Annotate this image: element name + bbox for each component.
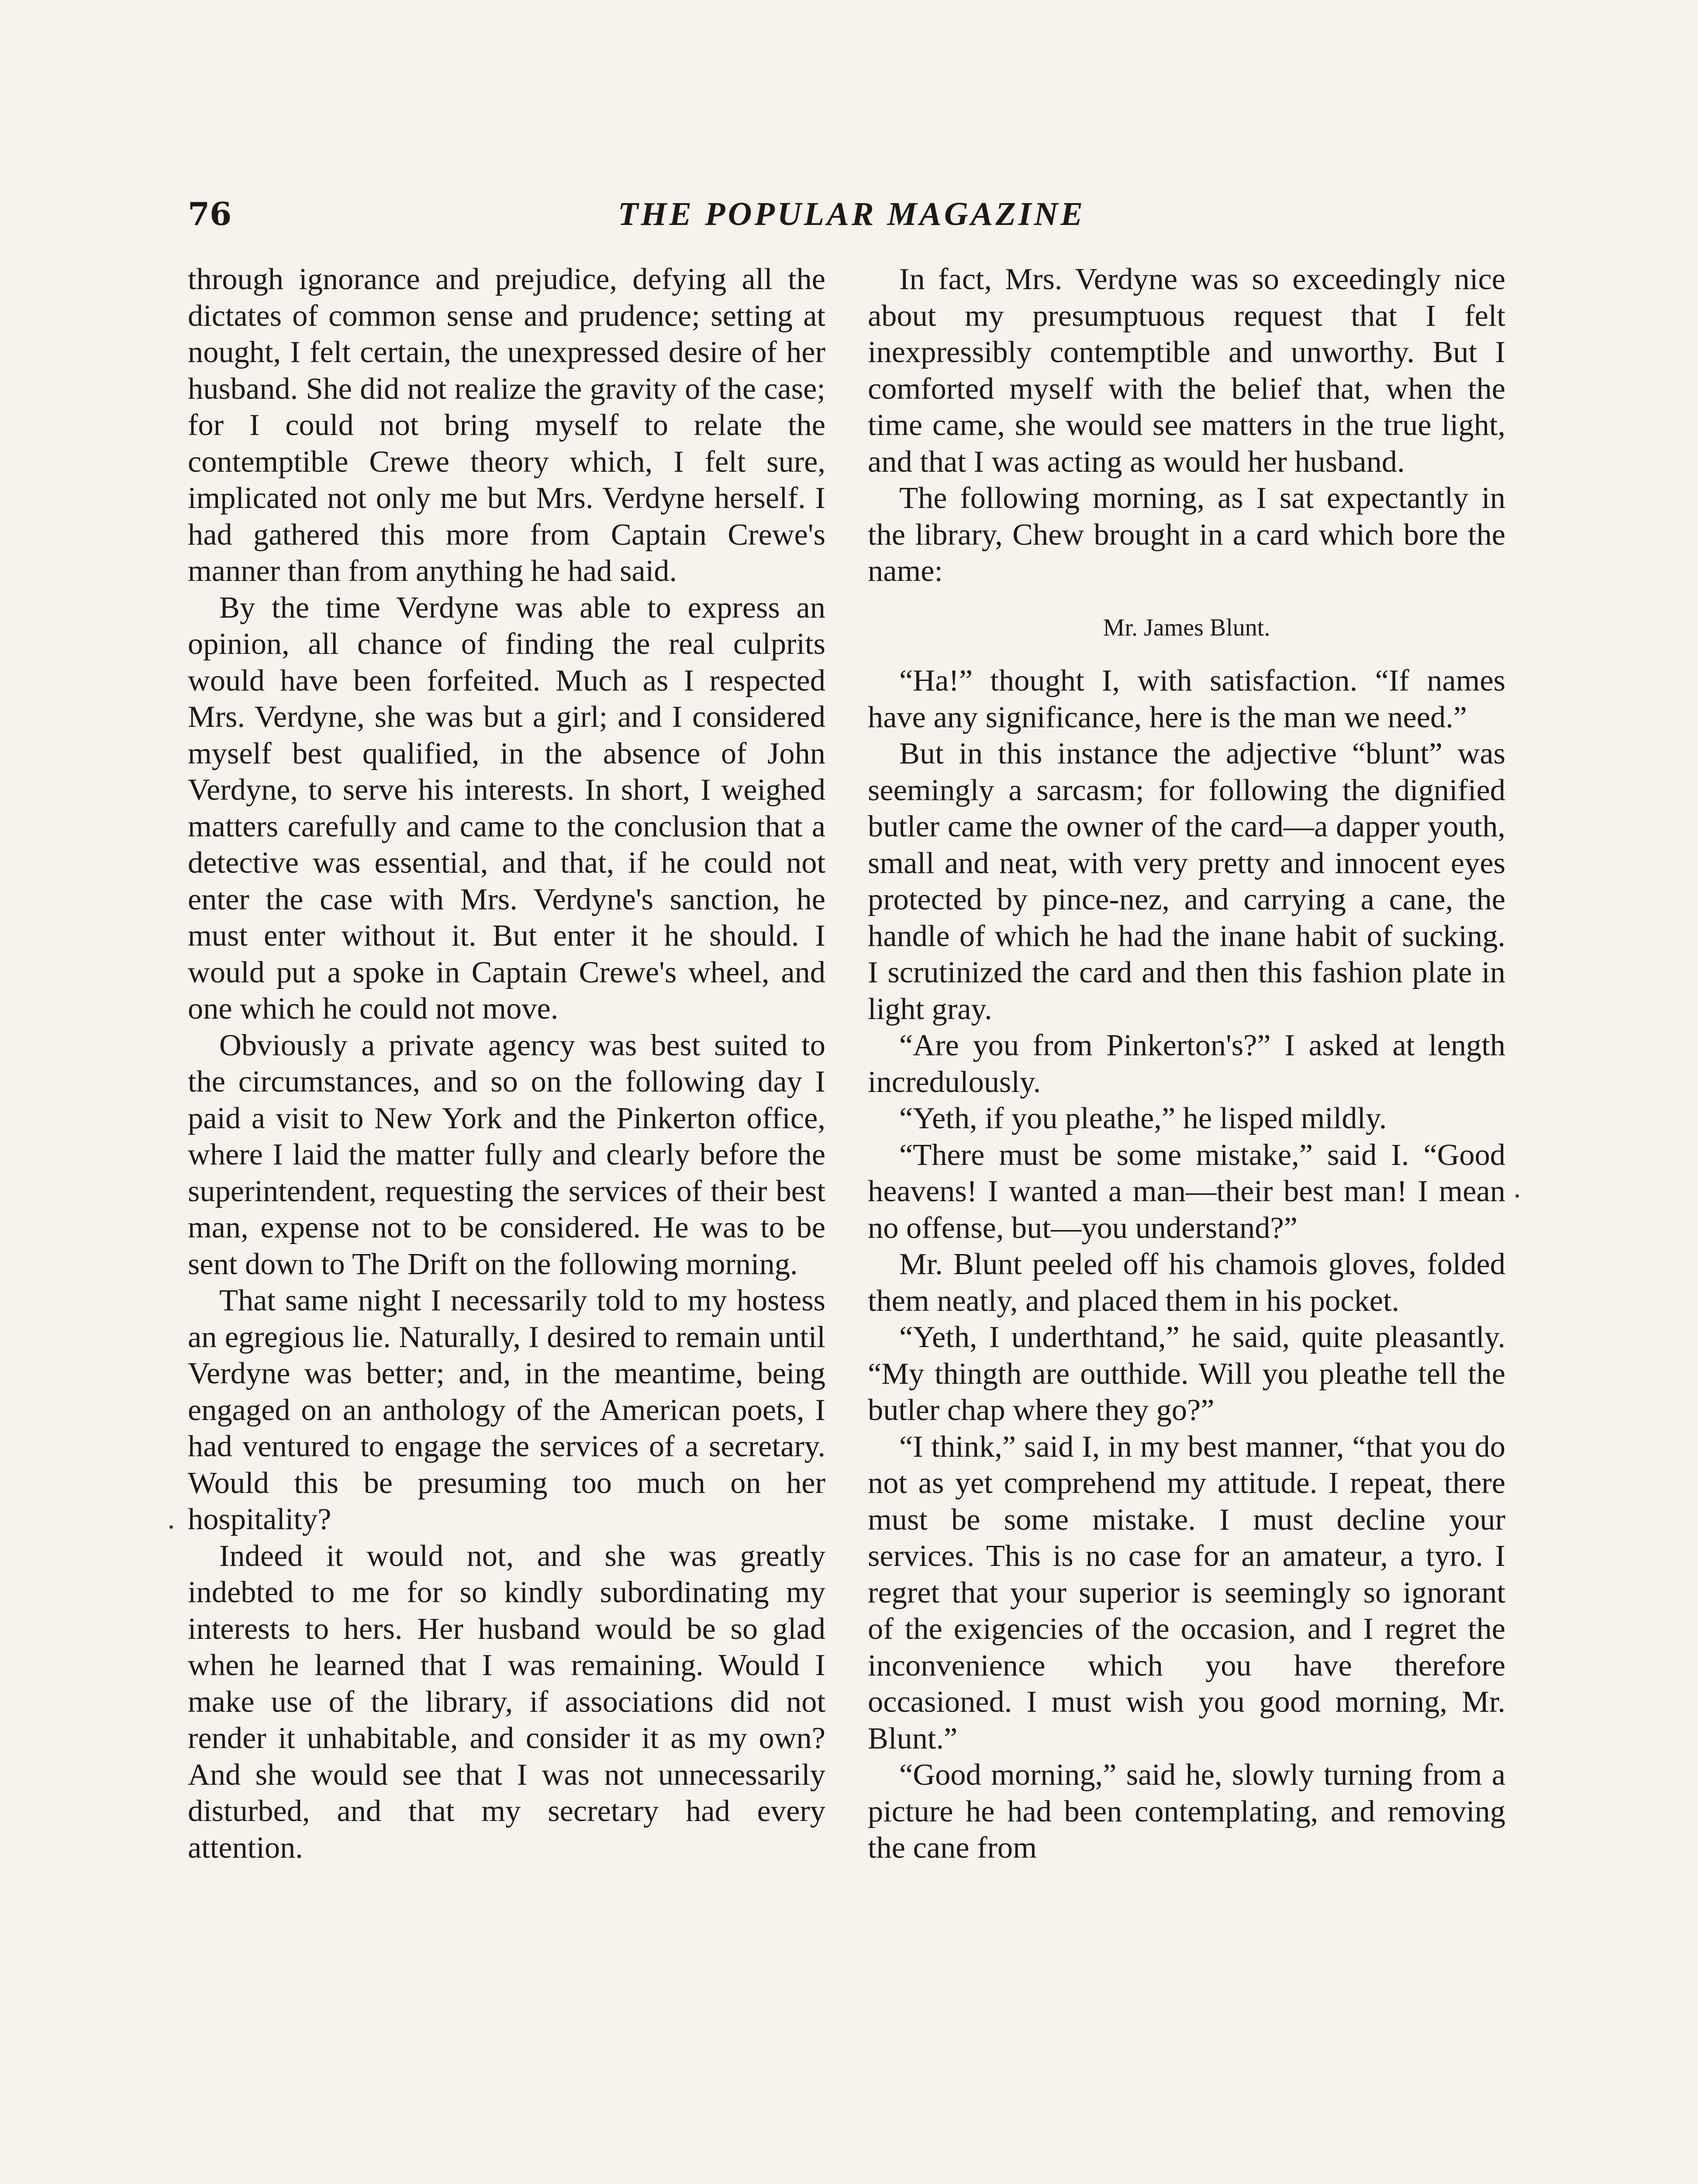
running-title: THE POPULAR MAGAZINE (618, 196, 1086, 232)
paragraph: In fact, Mrs. Verdyne was so exceedingly nice about my presumptuous request that I felt inexpressibly contemptible and unworthy. But I comforted myself with the belief that, when the time came, she would see matters in the true light, and that I was acting as would her husband. (868, 262, 1505, 479)
calling-card-name: Mr. James Blunt. (1103, 614, 1270, 641)
paragraph: “I think,” said I, in my best manner, “that you do not as yet comprehend my attitude. I repeat, there must be some mistake. I must decline your services. This is no case for an amateur, a tyro. I regret that your superior is seemingly so ignorant of the exigencies of the occasion, and I regret the inconvenience which you have therefore occasioned. I must wish you good morning, Mr. Blunt.” (868, 1429, 1505, 1755)
paragraph: That same night I necessarily told to my hostess an egregious lie. Naturally, I desired to remain until Verdyne was better; and, in the meantime, being engaged on an anthology of the American poets, I had ventured to engage the services of a secretary. Would this be presuming too much on her hospitality? (188, 1283, 825, 1536)
paragraph: “Are you from Pinkerton's?” I asked at length incredulously. (868, 1028, 1505, 1099)
paragraph: through ignorance and prejudice, defying all the dictates of common sense and prudence; setting at nought, I felt certain, the unexpressed desire of her husband. She did not realize the gravity of the case; for I could not bring myself to relate the contemptible Crewe theory which, I felt sure, implicated not only me but Mrs. Verdyne herself. I had gathered this more from Captain Crewe's manner than from anything he had said. (188, 262, 825, 588)
print-speck (1515, 1194, 1519, 1198)
paragraph: Mr. Blunt peeled off his chamois gloves, folded them neatly, and placed them in his pocket. (868, 1247, 1505, 1318)
paragraph: Indeed it would not, and she was greatly indebted to me for so kindly subordinating my interests to hers. Her husband would be so glad when he learned that I was remaining. Would I make use of the library, if associations did not render it unhabitable, and consider it as my own? And she would see that I was not unnecessarily disturbed, and that my secretary had every attention. (188, 1538, 825, 1865)
paragraph: But in this instance the adjective “blunt” was seemingly a sarcasm; for following the dignified butler came the owner of the card—a dapper youth, small and neat, with very pretty and innocent eyes protected by pince-nez, and carrying a cane, the handle of which he had the inane habit of sucking. I scrutinized the card and then this fashion plate in light gray. (868, 736, 1505, 1026)
page-header (188, 188, 1515, 240)
paragraph: “There must be some mistake,” said I. “Good heavens! I wanted a man—their best man! I mean no offense, but—you understand?” (868, 1137, 1505, 1245)
page-number: 76 (188, 195, 232, 232)
right-column (868, 261, 1505, 1866)
left-column (188, 261, 825, 1866)
paragraph: The following morning, as I sat expectantly in the library, Chew brought in a card which bore the name: (868, 481, 1505, 588)
paragraph: Obviously a private agency was best suited to the circumstances, and so on the following day I paid a visit to New York and the Pinkerton office, where I laid the matter fully and clearly before the superintendent, requesting the services of their best man, expense not to be considered. He was to be sent down to The Drift on the following morning. (188, 1028, 825, 1281)
paragraph: “Ha!” thought I, with satisfaction. “If names have any significance, here is the man we need.” (868, 663, 1505, 734)
paragraph: By the time Verdyne was able to express an opinion, all chance of finding the real culprits would have been forfeited. Much as I respected Mrs. Verdyne, she was but a girl; and I considered myself best qualified, in the absence of John Verdyne, to serve his interests. In short, I weighed matters carefully and came to the conclusion that a detective was essential, and that, if he could not enter the case with Mrs. Verdyne's sanction, he must enter without it. But enter it he should. I would put a spoke in Captain Crewe's wheel, and one which he could not move. (188, 590, 825, 1026)
paragraph: “Yeth, I underthtand,” he said, quite pleasantly. “My thingth are outthide. Will you pleathe tell the butler chap where they go?” (868, 1320, 1505, 1427)
paragraph: “Yeth, if you pleathe,” he lisped mildly. (899, 1101, 1387, 1135)
paragraph: “Good morning,” said he, slowly turning from a picture he had been contemplating, and removing the cane from (868, 1758, 1505, 1865)
print-speck (169, 1525, 173, 1529)
